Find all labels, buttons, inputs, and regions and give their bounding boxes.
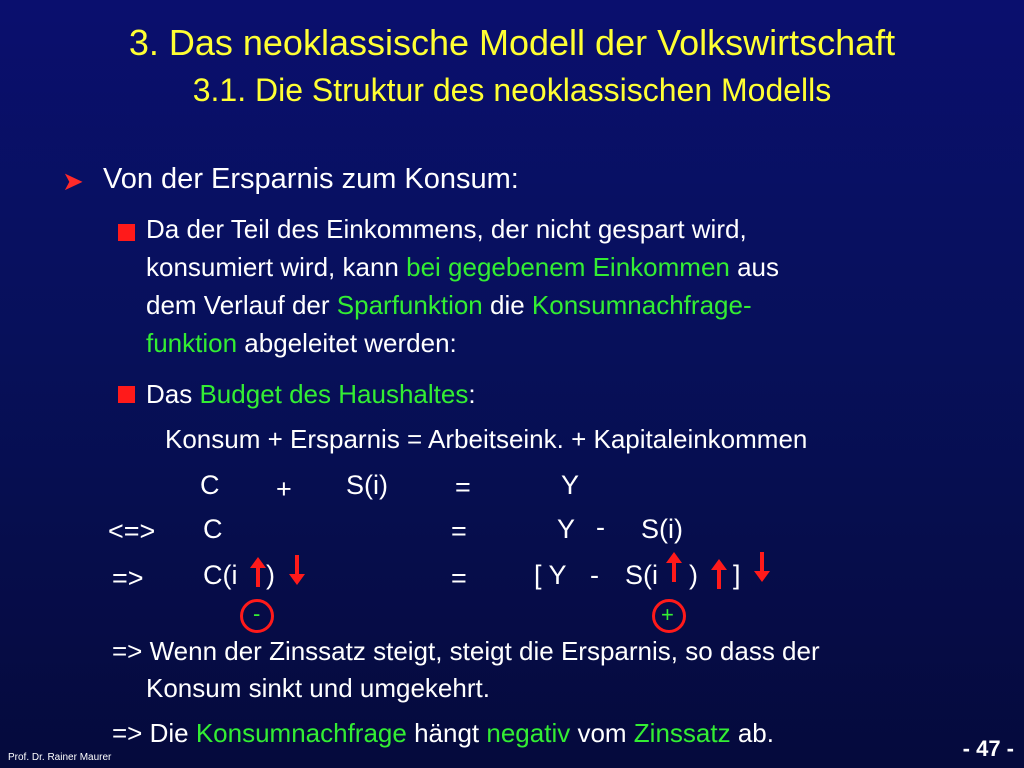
eq-r3-pre: =>: [112, 563, 144, 593]
up-arrow-icon: [250, 557, 266, 587]
square-bullet-icon: [118, 224, 135, 241]
eq-r3-c-open: C(i: [203, 560, 238, 590]
up-arrow-icon: [666, 552, 682, 582]
para-line: funktion abgeleitet werden:: [146, 328, 457, 358]
slide-subtitle: 3.1. Die Struktur des neoklassischen Modells: [192, 72, 832, 108]
eq-r1-eq: =: [455, 472, 471, 502]
eq-r2-minus: -: [596, 512, 605, 542]
eq-r3-lb: [ Y: [534, 560, 567, 590]
eq-r3-s-close: ): [689, 560, 698, 590]
eq-r1-s: S(i): [346, 470, 388, 500]
eq-r2-c: C: [203, 514, 223, 544]
eq-r1-y: Y: [561, 470, 580, 500]
paragraph-budget: Das Budget des Haushaltes:: [146, 379, 476, 409]
eq-r2-s: S(i): [641, 514, 683, 544]
arrow-bullet-icon: ➤: [62, 166, 84, 196]
conclusion-negative: => Die Konsumnachfrage hängt negativ vom Zinssatz ab.: [112, 718, 774, 748]
footer-author: Prof. Dr. Rainer Maurer: [8, 752, 112, 763]
para-line: Konsum sinkt und umgekehrt.: [146, 673, 490, 703]
eq-r3-c-close: ): [266, 560, 275, 590]
page-number: - 47 -: [962, 736, 1014, 761]
equation-words: Konsum + Ersparnis = Arbeitseink. + Kapitaleinkommen: [165, 424, 808, 454]
bullet-heading: Von der Ersparnis zum Konsum:: [103, 163, 519, 195]
eq-r2-pre: <=>: [108, 516, 156, 546]
eq-r3-s-open: S(i: [625, 560, 658, 590]
para-line: dem Verlauf der Sparfunktion die Konsumnachfrage-: [146, 290, 752, 320]
eq-r1-c: C: [200, 470, 220, 500]
para-line: => Wenn der Zinssatz steigt, steigt die Ersparnis, so dass der: [112, 636, 820, 666]
eq-r3-rb: ]: [733, 560, 741, 590]
conclusion-interest: [112, 633, 1012, 707]
square-bullet-icon: [118, 386, 135, 403]
slide-title: 3. Das neoklassische Modell der Volkswirtschaft: [128, 22, 896, 63]
sign-plus: +: [661, 602, 674, 627]
sign-minus: -: [253, 601, 261, 626]
eq-r1-plus: +: [276, 474, 292, 504]
eq-r2-y: Y: [557, 514, 576, 544]
down-arrow-icon: [754, 552, 770, 582]
down-arrow-icon: [289, 555, 305, 585]
eq-r3-eq: =: [451, 563, 467, 593]
para-line: konsumiert wird, kann bei gegebenem Einkommen aus: [146, 252, 780, 282]
up-arrow-icon: [711, 559, 727, 589]
para-line: Da der Teil des Einkommens, der nicht gespart wird,: [146, 214, 747, 244]
paragraph-consumption: [146, 210, 966, 362]
eq-r3-minus: -: [590, 560, 599, 590]
eq-r2-eq: =: [451, 516, 467, 546]
